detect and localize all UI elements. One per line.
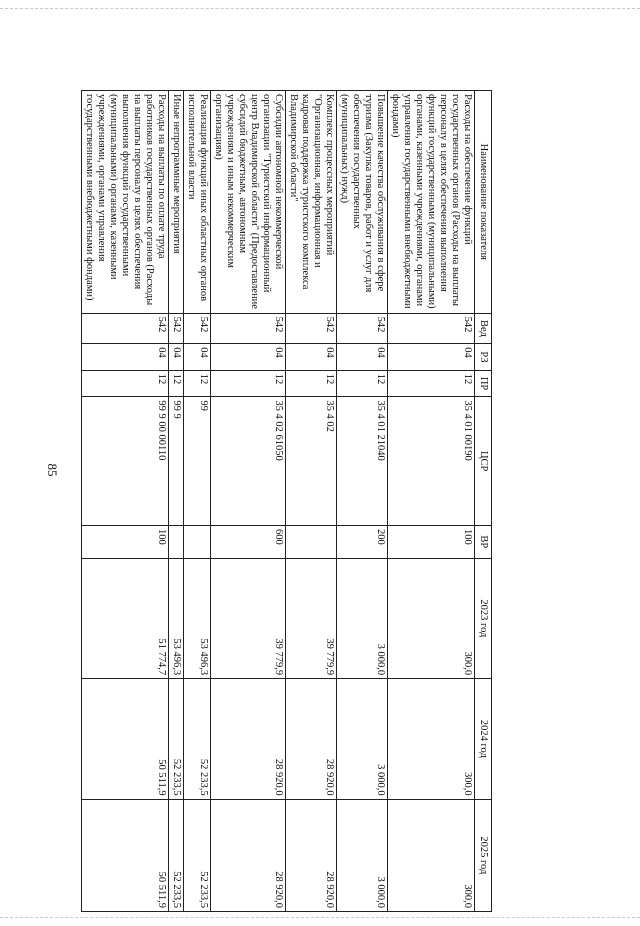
table-row (337, 91, 388, 912)
cell-2025: 50 511,9 (82, 799, 169, 911)
cell-2024: 52 233,5 (169, 679, 184, 799)
cell-vr (184, 525, 211, 558)
cell-vr: 200 (337, 525, 388, 558)
cell-2023: 53 496,3 (184, 558, 211, 678)
table-row (184, 91, 211, 912)
table-header (475, 91, 492, 912)
header-2024: 2024 год (475, 679, 492, 799)
cell-2023: 39 779,9 (211, 558, 286, 678)
cell-rz: 04 (169, 344, 184, 371)
cell-ved: 542 (337, 313, 388, 344)
cell-2024: 300,0 (388, 679, 475, 799)
cell-2025: 3 000,0 (337, 799, 388, 911)
cell-vr (286, 525, 337, 558)
cell-csr: 35 4 01 00190 (388, 397, 475, 526)
header-row (475, 91, 492, 912)
cell-2025: 28 920,0 (286, 799, 337, 911)
header-name: Наименование показателя (475, 91, 492, 314)
cell-name: Субсидии автономной некоммерческой организации "Туристский информационный центр Владимирской области" (Предоставление субсидий бюджетным, автономным учреждениям и иным некоммерческим организациям) (211, 91, 286, 314)
cell-rz: 04 (211, 344, 286, 371)
cell-vr: 100 (388, 525, 475, 558)
cell-name: Расходы на выплаты по оплате труда работников государственных органов (Расходы на выплаты персоналу в целях обеспечения выполнения функций государственными (муниципальными) органами, казенными учреждениями, органами управления государственными внебюджетными фондами) (82, 91, 169, 314)
cell-2025: 52 233,5 (169, 799, 184, 911)
budget-table (81, 90, 492, 912)
cell-vr (169, 525, 184, 558)
cell-vr: 600 (211, 525, 286, 558)
cell-rz: 04 (184, 344, 211, 371)
cell-2024: 50 511,9 (82, 679, 169, 799)
budget-table-container (84, 90, 492, 912)
cell-name: Комплекс процессных мероприятий "Организационная, информационная и кадровая поддержка туристского комплекса Владимирской области" (286, 91, 337, 314)
cell-ved: 542 (286, 313, 337, 344)
cell-pr: 12 (211, 370, 286, 397)
page-edge-bottom (0, 917, 640, 918)
page-edge-top (0, 8, 640, 9)
cell-csr: 99 9 (169, 397, 184, 526)
cell-2024: 28 920,0 (211, 679, 286, 799)
cell-csr: 35 4 02 (286, 397, 337, 526)
cell-pr: 12 (388, 370, 475, 397)
cell-ved: 542 (82, 313, 169, 344)
cell-2024: 3 000,0 (337, 679, 388, 799)
cell-2023: 51 774,7 (82, 558, 169, 678)
header-vr: ВР (475, 525, 492, 558)
cell-ved: 542 (388, 313, 475, 344)
cell-pr: 12 (337, 370, 388, 397)
cell-csr: 35 4 01 21040 (337, 397, 388, 526)
cell-2023: 39 779,9 (286, 558, 337, 678)
cell-ved: 542 (211, 313, 286, 344)
table-row (169, 91, 184, 912)
cell-csr: 99 9 00 00110 (82, 397, 169, 526)
cell-2025: 28 920,0 (211, 799, 286, 911)
cell-name: Иные непрограммные мероприятия (169, 91, 184, 314)
page-number: 85 (45, 463, 60, 477)
table-row (388, 91, 475, 912)
cell-2025: 52 233,5 (184, 799, 211, 911)
table-row (211, 91, 286, 912)
cell-rz: 04 (286, 344, 337, 371)
cell-pr: 12 (82, 370, 169, 397)
cell-rz: 04 (337, 344, 388, 371)
cell-2023: 53 496,3 (169, 558, 184, 678)
header-2023: 2023 год (475, 558, 492, 678)
header-pr: ПР (475, 370, 492, 397)
cell-2025: 300,0 (388, 799, 475, 911)
header-2025: 2025 год (475, 799, 492, 911)
table-row (82, 91, 169, 912)
cell-name: Повышение качества обслуживания в сфере туризма (Закупка товаров, работ и услуг для обеспечения государственных (муниципальных) нужд) (337, 91, 388, 314)
table-body (82, 91, 475, 912)
cell-ved: 542 (184, 313, 211, 344)
cell-vr: 100 (82, 525, 169, 558)
cell-pr: 12 (169, 370, 184, 397)
cell-name: Расходы на обеспечение функций государственных органов (Расходы на выплаты персоналу в целях обеспечения выполнения функций государственными (муниципальными) органами, казенными учреждениями, органами управления государственными внебюджетными фондами) (388, 91, 475, 314)
cell-csr: 99 (184, 397, 211, 526)
cell-rz: 04 (388, 344, 475, 371)
cell-2023: 3 000,0 (337, 558, 388, 678)
cell-pr: 12 (286, 370, 337, 397)
table-row (286, 91, 337, 912)
cell-rz: 04 (82, 344, 169, 371)
cell-ved: 542 (169, 313, 184, 344)
cell-csr: 35 4 02 61050 (211, 397, 286, 526)
header-csr: ЦСР (475, 397, 492, 526)
cell-2023: 300,0 (388, 558, 475, 678)
header-ved: Вед (475, 313, 492, 344)
cell-2024: 52 233,5 (184, 679, 211, 799)
cell-2024: 28 920,0 (286, 679, 337, 799)
cell-name: Реализация функций иных областных органов исполнительной власти (184, 91, 211, 314)
header-rz: РЗ (475, 344, 492, 371)
cell-pr: 12 (184, 370, 211, 397)
